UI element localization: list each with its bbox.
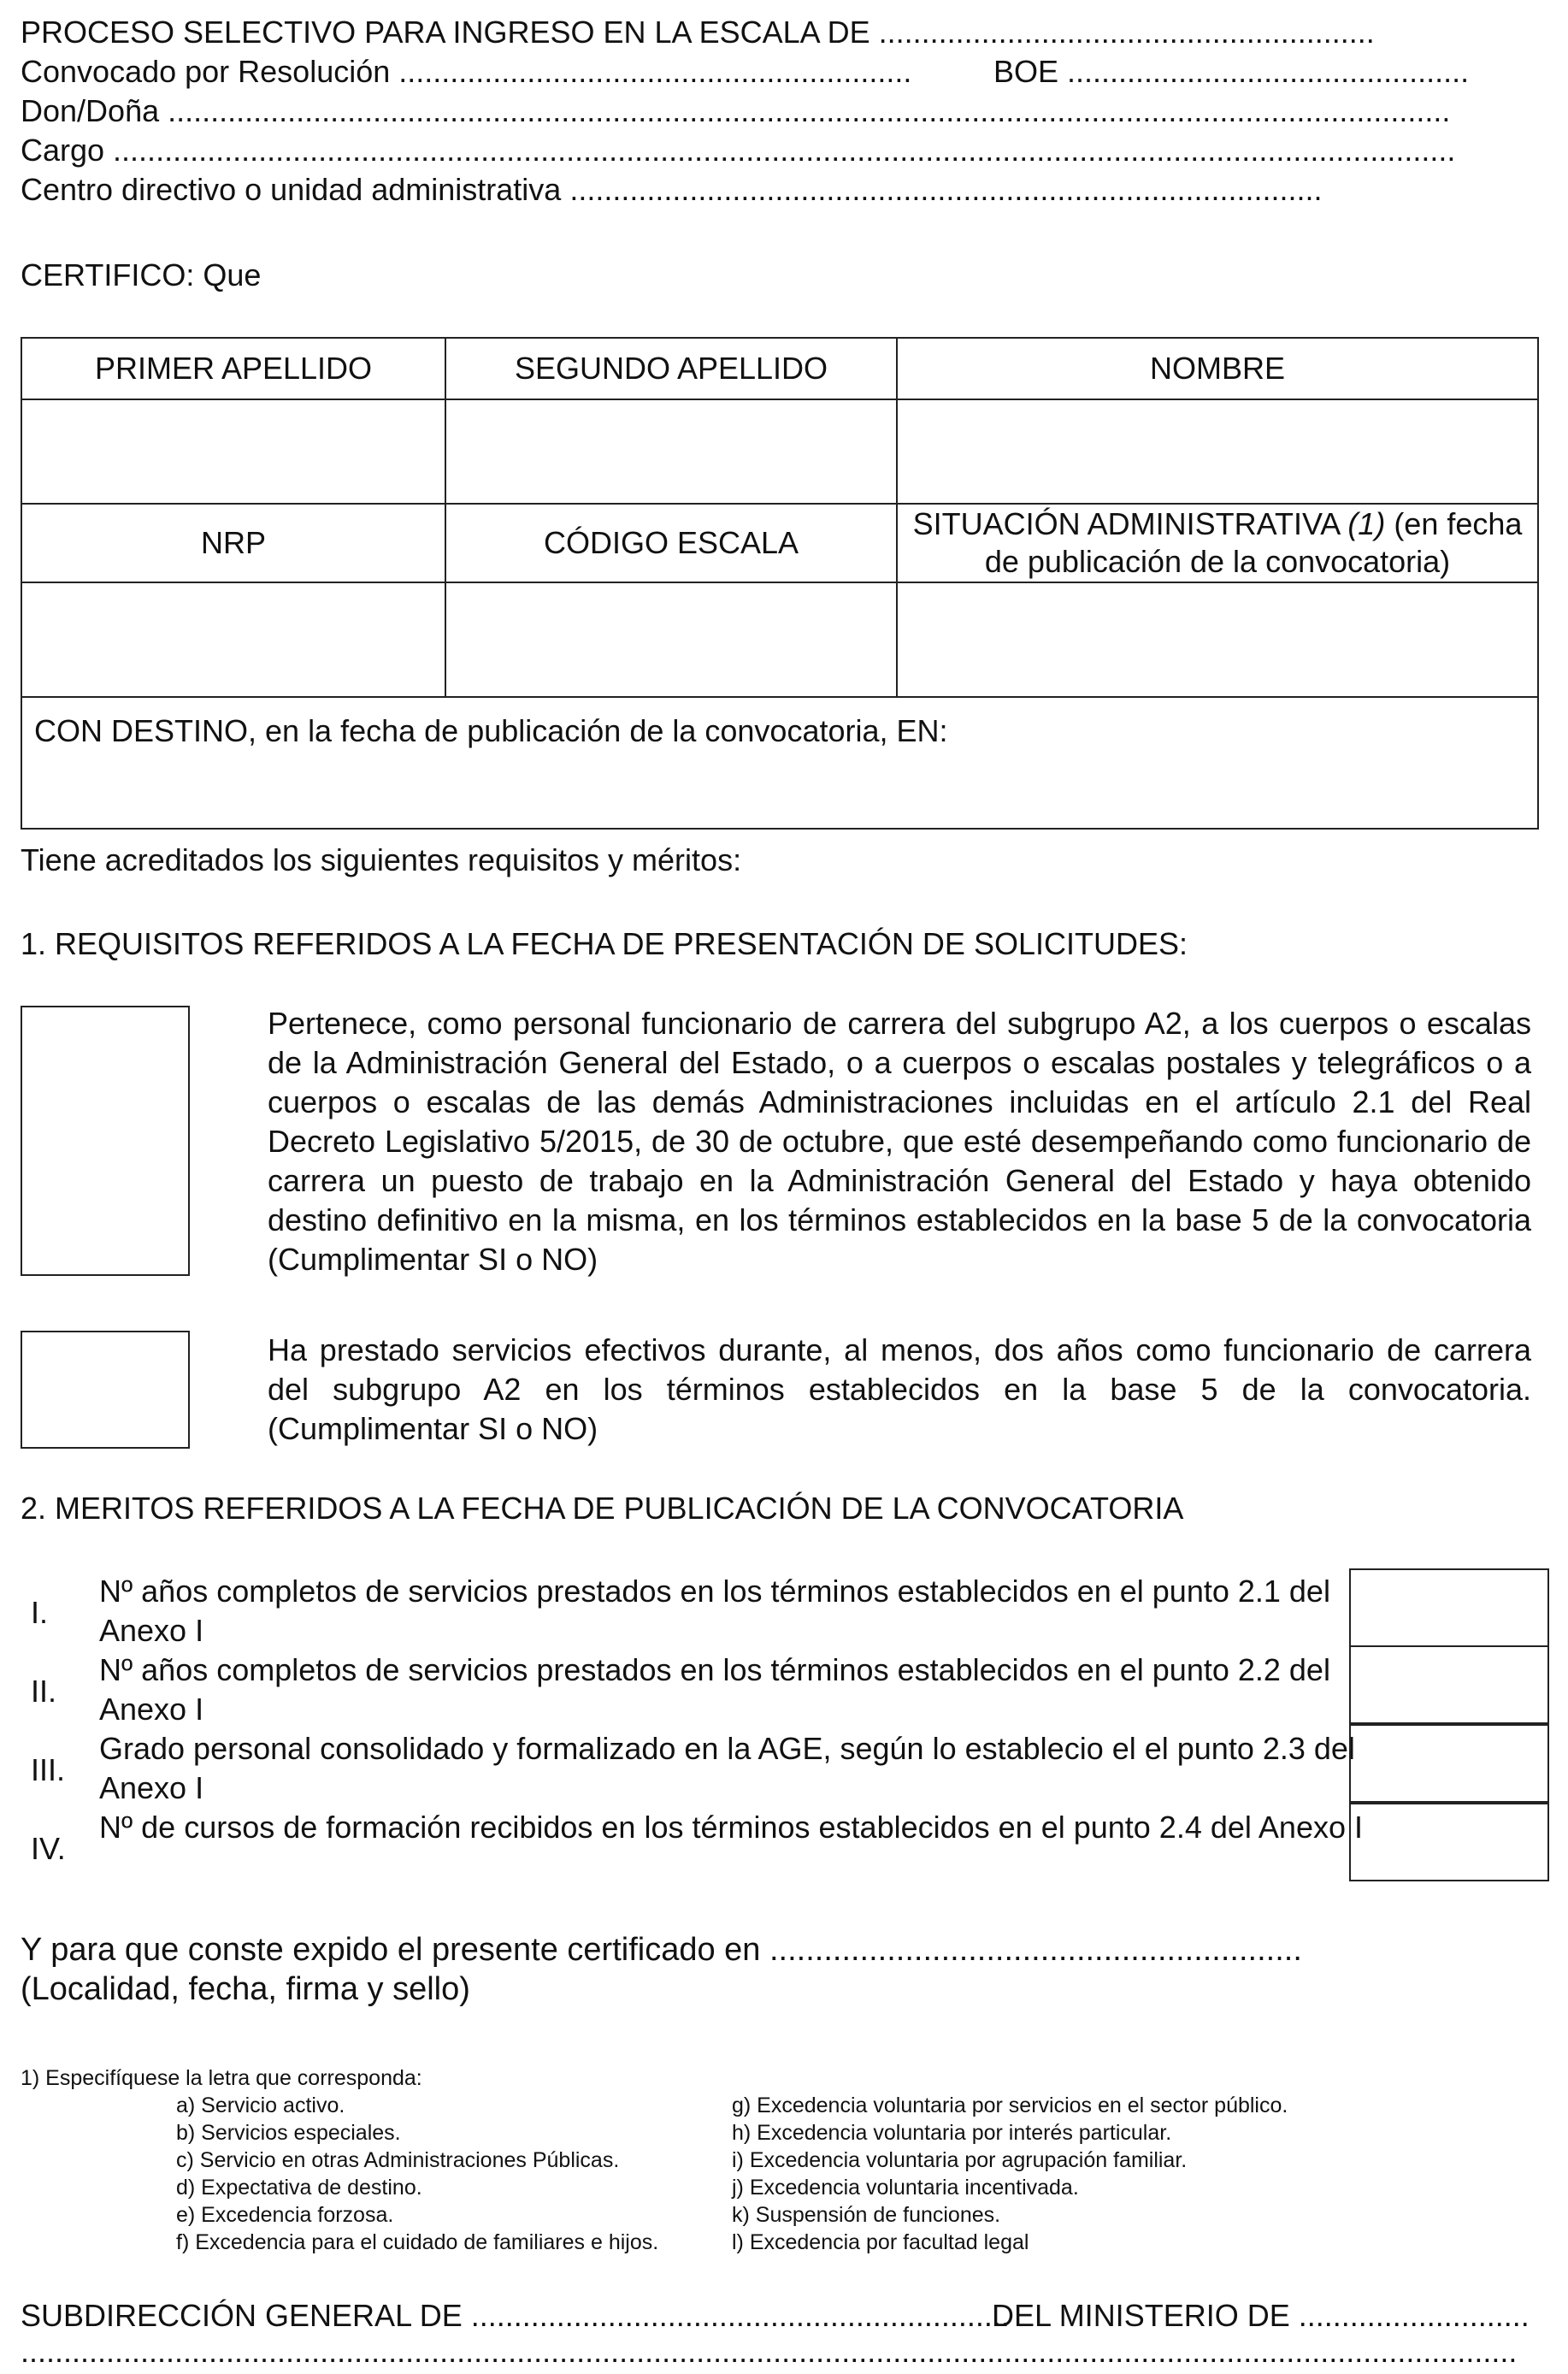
footnote-right-item: l) Excedencia por facultad legal (732, 2230, 1029, 2254)
merit-value-cell[interactable] (1349, 1645, 1549, 1724)
merit-num: I. (31, 1595, 49, 1630)
primer-apellido-cell[interactable] (21, 399, 445, 504)
req2-checkbox[interactable] (21, 1331, 190, 1449)
section2-title: 2. MERITOS REFERIDOS A LA FECHA DE PUBLICACIÓN DE LA CONVOCATORIA (21, 1491, 1184, 1526)
merit-text: Nº años completos de servicios prestados en los términos establecidos en el punto 2.1 del Anexo I (99, 1574, 1330, 1648)
destino-cell[interactable]: CON DESTINO, en la fecha de publicación de la convocatoria, EN: (21, 697, 1538, 829)
col-codigo-escala-header: CÓDIGO ESCALA (445, 504, 897, 582)
header-boe-line: BOE ............................................... (993, 54, 1470, 89)
personal-data-table (21, 337, 1539, 830)
merit-value-cell[interactable] (1349, 1568, 1549, 1647)
footnote-left-item: c) Servicio en otras Administraciones Públicas. (176, 2148, 620, 2172)
merit-value-cell[interactable] (1349, 1724, 1549, 1803)
merit-value-cell[interactable] (1349, 1803, 1549, 1881)
header-don-line: Don/Doña ...................................................................................................................................................... (21, 94, 1451, 128)
nrp-cell[interactable] (21, 582, 445, 697)
section1-title: 1. REQUISITOS REFERIDOS A LA FECHA DE PRESENTACIÓN DE SOLICITUDES: (21, 926, 1188, 961)
merit-text: Nº de cursos de formación recibidos en los términos establecidos en el punto 2.4 del Anexo I (99, 1810, 1363, 1845)
footnote-right-item: k) Suspensión de funciones. (732, 2203, 1001, 2227)
nombre-cell[interactable] (897, 399, 1538, 504)
footnote-right-item: g) Excedencia voluntaria por servicios en el sector público. (732, 2093, 1288, 2117)
footnote-ref: (1) (1347, 506, 1386, 541)
header-resolucion-line: Convocado por Resolución ............................................................ (21, 54, 912, 89)
codigo-escala-cell[interactable] (445, 582, 897, 697)
footnote-title: 1) Especifíquese la letra que corresponda: (21, 2066, 422, 2090)
footnote-left-item: a) Servicio activo. (176, 2093, 345, 2117)
col-nombre-header: NOMBRE (897, 338, 1538, 399)
req1-text: Pertenece, como personal funcionario de carrera del subgrupo A2, a los cuerpos o escalas de la Administración General del Estado, o a cuerpos o escalas postales y telegráficos o a cuerpos o escalas de las demás Administraciones incluidas en el artículo 2.1 del Real Decreto Legislativo 5/2015, de 30 de octubre, que esté desempeñando como funcionario de carrera un puesto de trabajo en la Administración General del Estado y haya obtenido destino definitivo en la misma, en los términos establecidos en la base 5 de la convocatoria (Cumplimentar SI o NO) (268, 1006, 1531, 1277)
situacion-text-b: (en fecha de publicación de la convocatoria) (984, 506, 1523, 579)
segundo-apellido-cell[interactable] (445, 399, 897, 504)
footnote-right-item: i) Excedencia voluntaria por agrupación familiar. (732, 2148, 1188, 2172)
footer-ministerio: DEL MINISTERIO DE ........................... (992, 2298, 1530, 2333)
footer-subdireccion: SUBDIRECCIÓN GENERAL DE ............................................................... (21, 2298, 1010, 2333)
col-situacion-header (897, 504, 1538, 582)
footnote-left-item: d) Expectativa de destino. (176, 2176, 422, 2200)
merit-text: Nº años completos de servicios prestados en los términos establecidos en el punto 2.2 del Anexo I (99, 1652, 1330, 1727)
req1-checkbox[interactable] (21, 1006, 190, 1276)
header-escala-line: PROCESO SELECTIVO PARA INGRESO EN LA ESCALA DE .......................................................... (21, 15, 1375, 50)
merit-num: III. (31, 1752, 66, 1787)
certifico-label: CERTIFICO: Que (21, 257, 262, 292)
footnote-right-item: h) Excedencia voluntaria por interés particular. (732, 2121, 1172, 2145)
header-cargo-line: Cargo ............................................................................................................................................................. (21, 133, 1456, 168)
col-segundo-apellido-header: SEGUNDO APELLIDO (445, 338, 897, 399)
req2-text: Ha prestado servicios efectivos durante, al menos, dos años como funcionario de carrera del subgrupo A2 en los términos establecidos en la base 5 de la convocatoria. (Cumplimentar SI o NO) (268, 1332, 1531, 1446)
merit-num: IV. (31, 1831, 66, 1866)
intro-text: Tiene acreditados los siguientes requisitos y méritos: (21, 842, 742, 877)
footnote-left-item: b) Servicios especiales. (176, 2121, 401, 2145)
merit-text: Grado personal consolidado y formalizado en la AGE, según lo establecio el el punto 2.3 del Anexo I (99, 1731, 1355, 1805)
col-primer-apellido-header: PRIMER APELLIDO (21, 338, 445, 399)
closing-line: Y para que conste expido el presente certificado en ........................................................... (21, 1932, 1302, 1968)
footer-dotted-line: ............................................................................................................................................................................... (21, 2335, 1518, 2369)
col-nrp-header: NRP (21, 504, 445, 582)
closing-subtitle: (Localidad, fecha, firma y sello) (21, 1971, 470, 2007)
footnote-left-item: f) Excedencia para el cuidado de familiares e hijos. (176, 2230, 659, 2254)
situacion-text-a: SITUACIÓN ADMINISTRATIVA (912, 506, 1348, 541)
footnote-left-item: e) Excedencia forzosa. (176, 2203, 394, 2227)
situacion-cell[interactable] (897, 582, 1538, 697)
merit-num: II. (31, 1674, 57, 1709)
header-centro-line: Centro directivo o unidad administrativa ........................................................................................ (21, 173, 1323, 207)
footnote-right-item: j) Excedencia voluntaria incentivada. (732, 2176, 1079, 2200)
